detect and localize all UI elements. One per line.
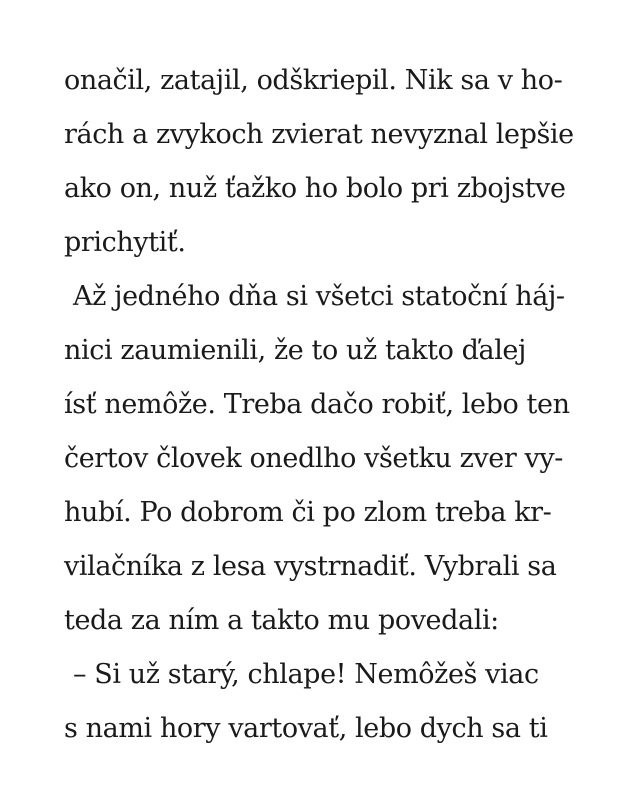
- text-line: ísť nemôže. Treba dačo robiť, lebo ten: [64, 389, 570, 420]
- text-line: hubí. Po dobrom či po zlom treba kr-: [64, 497, 552, 528]
- text-line: vilačníka z lesa vystrnadiť. Vybrali sa: [64, 551, 557, 582]
- text-line: nici zaumienili, že to už takto ďalej: [64, 335, 526, 366]
- text-line: s nami hory vartovať, lebo dych sa ti: [64, 713, 548, 744]
- text-line: rách a zvykoch zvierat nevyznal lepšie: [64, 119, 574, 150]
- text-line: onačil, zatajil, odškriepil. Nik sa v ho-: [64, 65, 563, 96]
- text-line: prichytiť.: [64, 227, 186, 258]
- body-text: [64, 54, 584, 756]
- dialogue-line: – Si už starý, chlape! Nemôžeš viac: [73, 659, 539, 690]
- paragraph-start-line: Až jedného dňa si všetci statoční háj-: [73, 281, 565, 312]
- text-line: ako on, nuž ťažko ho bolo pri zbojstve: [64, 173, 566, 204]
- text-line: teda za ním a takto mu povedali:: [64, 605, 499, 636]
- text-line: čertov človek onedlho všetku zver vy-: [64, 443, 563, 474]
